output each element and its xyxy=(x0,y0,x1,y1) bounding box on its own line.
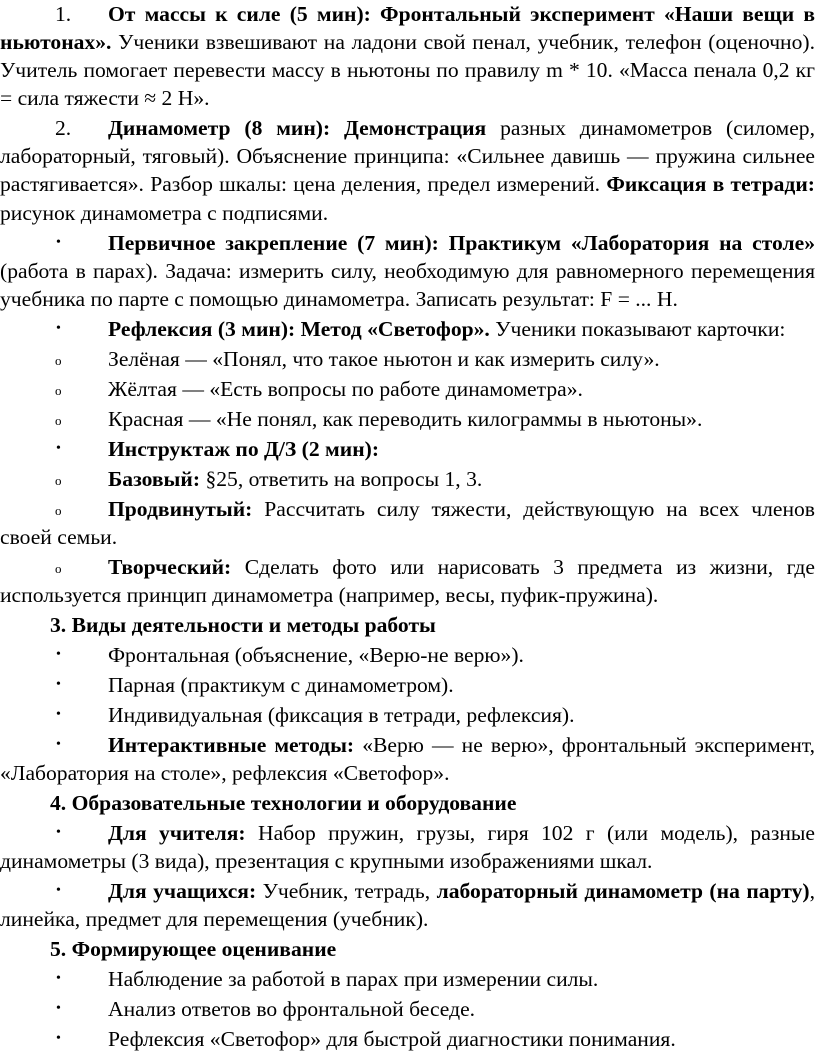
section-4-title: 4. Образовательные технологии и оборудование xyxy=(50,790,517,815)
bullet-icon: • xyxy=(56,1000,61,1016)
list-item xyxy=(0,1025,815,1053)
sub-item-text: Жёлтая — «Есть вопросы по работе динамометра». xyxy=(108,376,583,401)
list-item-text: Индивидуальная (фиксация в тетради, рефлексия). xyxy=(108,702,575,727)
paragraph xyxy=(0,819,815,875)
bullet-icon: • xyxy=(56,320,61,336)
item-heading: От массы к силе (5 мин): Фронтальный эксперимент «Наши вещи в ньютонах». xyxy=(0,2,815,55)
list-item xyxy=(0,641,815,669)
paragraph xyxy=(0,0,815,112)
list-item xyxy=(0,965,815,993)
bullet-icon: • xyxy=(56,882,61,898)
list-item-text: Фронтальная (объяснение, «Верю-не верю»). xyxy=(108,642,524,667)
bullet-icon: • xyxy=(56,824,61,840)
item-heading: Инструктаж по Д/З (2 мин): xyxy=(108,436,380,461)
paragraph xyxy=(0,731,815,787)
circle-bullet-icon: o xyxy=(55,502,62,518)
list-item xyxy=(0,671,815,699)
sub-item-green-card xyxy=(0,345,815,373)
item-heading: Первичное закрепление (7 мин): Практикум «Лаборатория на столе» xyxy=(108,230,815,255)
list-item-text: Наблюдение за работой в парах при измерении силы. xyxy=(108,966,599,991)
list-item-homework xyxy=(0,435,815,463)
list-item xyxy=(0,995,815,1023)
sub-item-heading: Творческий: xyxy=(108,554,232,579)
list-item-text: Парная (практикум с динамометром). xyxy=(108,672,454,697)
list-item xyxy=(0,701,815,729)
sub-item-text: Рассчитать силу тяжести, действующую на всех членов своей семьи. xyxy=(0,496,815,549)
sub-item-heading: Базовый: xyxy=(108,466,201,491)
item-text-2: рисунок динамометра с подписями. xyxy=(0,200,329,225)
list-item xyxy=(0,731,815,787)
bullet-icon: • xyxy=(56,1030,61,1046)
item-heading-2: лабораторный динамометр (на парту) xyxy=(436,878,810,903)
section-5-title: 5. Формирующее оценивание xyxy=(50,936,337,961)
section-3-title: 3. Виды деятельности и методы работы xyxy=(50,612,436,637)
item-heading: Интерактивные методы: xyxy=(108,732,355,757)
item-heading-2: Фиксация в тетради: xyxy=(606,172,815,197)
circle-bullet-icon: o xyxy=(55,382,62,398)
item-text: Набор пружин, грузы, гиря 102 г (или модель), разные динамометры (3 вида), презентация с крупными изображениями шкал. xyxy=(0,820,815,873)
list-number: 2. xyxy=(55,116,72,141)
item-heading: Для учащихся: xyxy=(108,878,257,903)
bullet-icon: • xyxy=(56,736,61,752)
bullet-icon: • xyxy=(56,440,61,456)
paragraph xyxy=(0,229,815,313)
list-item xyxy=(0,877,815,933)
item-text: Ученики показывают карточки: xyxy=(489,316,786,341)
circle-bullet-icon: o xyxy=(55,352,62,368)
paragraph xyxy=(0,114,815,226)
section-heading xyxy=(0,935,815,963)
paragraph xyxy=(0,315,815,343)
bullet-icon: • xyxy=(56,676,61,692)
sub-item-basic xyxy=(0,465,815,493)
item-heading: Для учителя: xyxy=(108,820,246,845)
item-heading: Рефлексия (3 мин): Метод «Светофор». xyxy=(108,316,490,341)
sub-item-yellow-card xyxy=(0,375,815,403)
list-item xyxy=(0,819,815,875)
list-item-text: Рефлексия «Светофор» для быстрой диагностики понимания. xyxy=(108,1026,676,1051)
list-item-reflection xyxy=(0,315,815,343)
bullet-icon: • xyxy=(56,970,61,986)
list-item-dynamometer xyxy=(0,114,815,226)
item-text: (работа в парах). Задача: измерить силу, необходимую для равномерного перемещения учебника по парте с помощью динамометра. Записать результат: F = ... Н. xyxy=(0,258,815,311)
section-heading xyxy=(0,611,815,639)
item-text: «Верю — не верю», фронтальный эксперимент, «Лаборатория на столе», рефлексия «Светофор». xyxy=(0,732,816,785)
sub-item-text: Красная — «Не понял, как переводить килограммы в ньютоны». xyxy=(108,406,703,431)
sub-item-text: Сделать фото или нарисовать 3 предмета из жизни, где используется принцип динамометра (например, весы, пуфик-пружина). xyxy=(0,554,815,607)
sub-item-advanced xyxy=(0,495,815,551)
bullet-icon: • xyxy=(56,646,61,662)
circle-bullet-icon: o xyxy=(55,560,62,576)
list-number: 1. xyxy=(55,2,72,26)
section-heading xyxy=(0,789,815,817)
sub-item-heading: Продвинутый: xyxy=(108,496,253,521)
item-heading: Динамометр (8 мин): Демонстрация xyxy=(108,116,487,141)
circle-bullet-icon: o xyxy=(55,412,62,428)
paragraph xyxy=(0,553,815,609)
item-text: Ученики взвешивают на ладони свой пенал, учебник, телефон (оценочно). Учитель помогает перевести массу в ньютоны по правилу m * 10. «Масса пенала 0,2 кг = сила тяжести ≈ 2 Н». xyxy=(0,30,815,111)
list-item-text: Анализ ответов во фронтальной беседе. xyxy=(108,996,476,1021)
list-item-practicum xyxy=(0,229,815,313)
sub-item-text: §25, ответить на вопросы 1, 3. xyxy=(200,466,483,491)
sub-item-red-card xyxy=(0,405,815,433)
item-text: Учебник, тетрадь, xyxy=(256,878,437,903)
item-text: разных динамометров (силомер, лабораторный, тяговый). Объяснение принципа: «Сильнее давишь — пружина сильнее растягивается». Разбор шкалы: цена деления, предел измерений. xyxy=(0,116,815,197)
paragraph xyxy=(0,877,815,933)
bullet-icon: • xyxy=(56,234,61,250)
paragraph xyxy=(0,495,815,551)
sub-item-creative xyxy=(0,553,815,609)
paragraph xyxy=(0,465,815,493)
circle-bullet-icon: o xyxy=(55,472,62,488)
list-item-front-experiment xyxy=(0,0,815,112)
bullet-icon: • xyxy=(56,706,61,722)
sub-item-text: Зелёная — «Понял, что такое ньютон и как измерить силу». xyxy=(108,346,660,371)
item-text-2: , линейка, предмет для перемещения (учебник). xyxy=(0,878,815,931)
paragraph xyxy=(0,435,815,463)
